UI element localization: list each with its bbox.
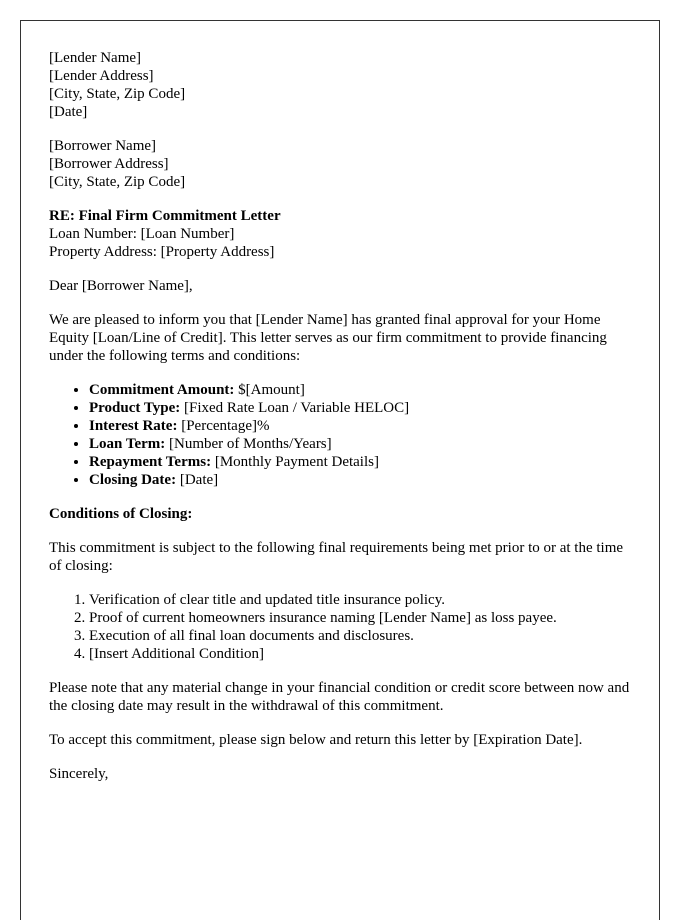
intro-paragraph: We are pleased to inform you that [Lender Name] has granted final approval for your Home Equity [Loan/Line of Credit]. This letter serves as our firm commitment to provide financing under the following terms and conditions: (49, 312, 607, 364)
list-item: 2. Proof of current homeowners insurance naming [Lender Name] as loss payee. (89, 609, 639, 627)
list-item: 3. Execution of all final loan documents and disclosures. (89, 627, 639, 645)
accept-paragraph: To accept this commitment, please sign below and return this letter by [Expiration Date]. (49, 732, 583, 748)
term-value: $[Amount] (234, 382, 305, 398)
terms-list (49, 381, 639, 489)
borrower-name: [Borrower Name] (49, 138, 157, 154)
term-value: [Date] (176, 472, 219, 488)
conditions-intro: This commitment is subject to the following final requirements being met prior to or at the time of closing: (49, 540, 624, 574)
term-value: [Number of Months/Years] (165, 436, 332, 452)
lender-name: [Lender Name] (49, 50, 142, 66)
loan-number: Loan Number: [Loan Number] (49, 226, 235, 242)
borrower-address-block (49, 137, 639, 191)
term-value: [Percentage]% (177, 418, 270, 434)
list-item (89, 381, 639, 399)
re-block (49, 207, 639, 261)
lender-address-block (49, 49, 639, 121)
list-item: 4. [Insert Additional Condition] (89, 645, 639, 663)
borrower-address: [Borrower Address] (49, 156, 169, 172)
term-label: Repayment Terms: (89, 454, 212, 470)
list-item (89, 471, 639, 489)
re-subject: RE: Final Firm Commitment Letter (49, 208, 281, 224)
term-label: Closing Date: (89, 472, 177, 488)
letter-page (20, 20, 660, 920)
note-paragraph: Please note that any material change in your financial condition or credit score between now and the closing date may result in the withdrawal of this commitment. (49, 680, 630, 714)
conditions-list (49, 591, 639, 663)
term-value: [Monthly Payment Details] (211, 454, 379, 470)
list-item (89, 453, 639, 471)
term-label: Commitment Amount: (89, 382, 235, 398)
borrower-city-state-zip: [City, State, Zip Code] (49, 174, 186, 190)
lender-city-state-zip: [City, State, Zip Code] (49, 86, 186, 102)
list-item: 1. Verification of clear title and updated title insurance policy. (89, 591, 639, 609)
letter-content (49, 49, 639, 799)
list-item (89, 399, 639, 417)
term-label: Interest Rate: (89, 418, 178, 434)
list-item (89, 417, 639, 435)
lender-address: [Lender Address] (49, 68, 154, 84)
closing: Sincerely, (49, 766, 109, 782)
term-label: Loan Term: (89, 436, 166, 452)
letter-date: [Date] (49, 104, 88, 120)
list-item (89, 435, 639, 453)
property-address: Property Address: [Property Address] (49, 244, 275, 260)
term-label: Product Type: (89, 400, 181, 416)
term-value: [Fixed Rate Loan / Variable HELOC] (180, 400, 410, 416)
salutation: Dear [Borrower Name], (49, 278, 193, 294)
conditions-heading: Conditions of Closing: (49, 506, 193, 522)
